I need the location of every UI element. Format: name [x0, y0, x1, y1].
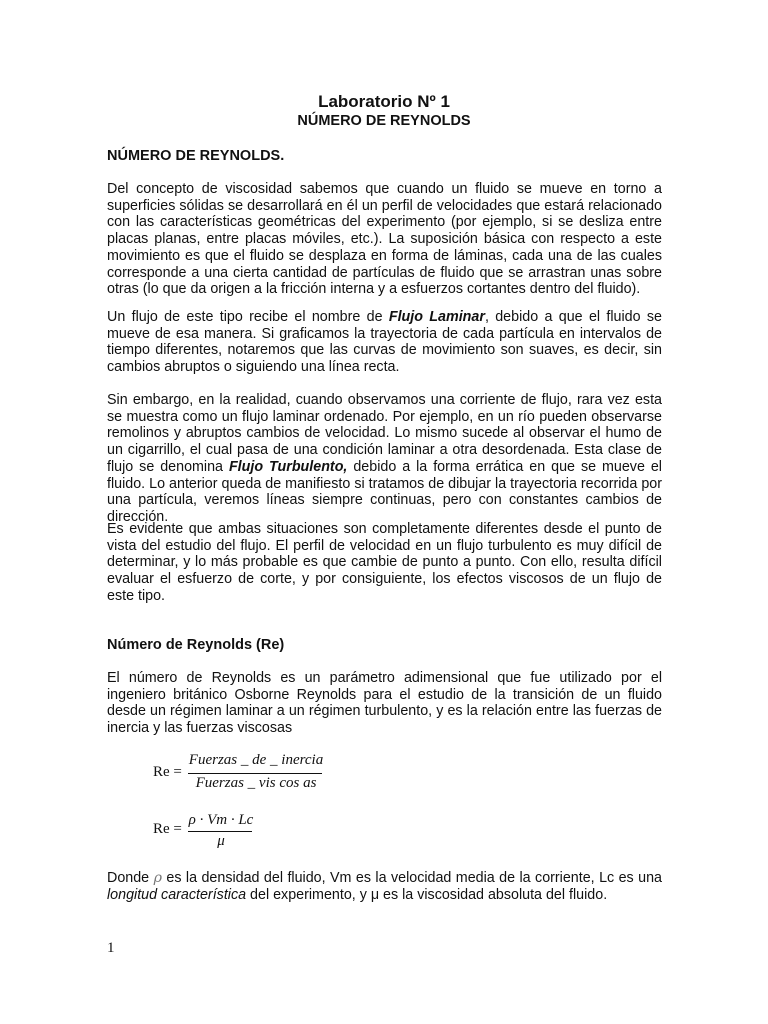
term-flujo-turbulento: Flujo Turbulento, [228, 458, 348, 475]
paragraph-laminar-text-a: Un flujo de este tipo recibe el nombre de [107, 309, 389, 325]
equation-1-fraction-bar [188, 773, 322, 774]
paragraph-variables [107, 870, 662, 903]
rho-symbol: ρ [153, 870, 162, 886]
paragraph-viscosity: Del concepto de viscosidad sabemos que cuando un fluido se mueve en torno a superficies sólidas se desarrollará en él un perfil de velocidades que estará relacionado con las características geométricas del experimento (por ejemplo, si se desliza entre placas planas, entre placas móviles, etc.). La suposición básica con respecto a este movimiento es que el fluido se desplaza en forma de láminas, cada una de las cuales corresponde a una cierta cantidad de partículas de fluido que se arrastran unas sobre otras (lo que da origen a la fricción interna y a esfuerzos cortantes dentro del fluido). [107, 181, 662, 298]
equation-2-denominator: μ [217, 833, 225, 849]
paragraph-laminar-text-c: , debido a que el fluido se mueve de esa manera. Si graficamos la trayectoria de cada partícula en intervalos de tiempo diferentes, notaremos que las curvas de movimiento son suaves, es decir, sin cambios abruptos o siguiendo una línea recta. [107, 309, 662, 376]
term-longitud-caracteristica: longitud característica [107, 886, 247, 903]
equation-2-fraction-bar [188, 831, 252, 832]
paragraph-turbulent-text-c: debido a la forma errática en que se mueve el fluido. Lo anterior queda de manifiesto si tratamos de dibujar la trayectoria recorrida por una partícula, veremos líneas siempre continuas, pero con constantes cambios de dirección. [107, 458, 662, 525]
equation-1-numerator: Fuerzas _ de _ inercia [188, 752, 324, 768]
paragraph-variables-text-a: Donde [107, 870, 154, 886]
equation-1-label: Re = [153, 764, 182, 780]
document-subtitle: NÚMERO DE REYNOLDS [297, 113, 471, 129]
equation-2-label: Re = [153, 821, 182, 837]
document-title: Laboratorio Nº 1 [318, 92, 450, 111]
paragraph-variables-text-b: es la densidad del fluido, Vm es la velocidad media de la corriente, Lc es una [161, 870, 662, 886]
paragraph-reynolds-definition: El número de Reynolds es un parámetro adimensional que fue utilizado por el ingeniero británico Osborne Reynolds para el estudio de la transición de un fluido desde un régimen laminar a un régimen turbulento, y es la relación entre las fuerzas de inercia y las fuerzas viscosas [107, 670, 662, 737]
paragraph-comparison: Es evidente que ambas situaciones son completamente diferentes desde el punto de vista del estudio del flujo. El perfil de velocidad en un flujo turbulento es muy difícil de determinar, y lo más probable es que cambie de punto a punto. Con ello, resulta difícil evaluar el esfuerzo de corte, y por consiguiente, los efectos viscosos de un flujo de este tipo. [107, 521, 662, 604]
equation-2-numerator: ρ · Vm · Lc [188, 812, 254, 828]
paragraph-laminar-flow [107, 309, 662, 376]
section-heading-reynolds: NÚMERO DE REYNOLDS. [107, 148, 285, 164]
paragraph-turbulent-text-a: Sin embargo, en la realidad, cuando observamos una corriente de flujo, rara vez esta se muestra como un flujo laminar ordenado. Por ejemplo, en un río pueden observarse remolinos y abruptos cambios de velocidad. Lo mismo sucede al observar el humo de un cigarrillo, el cual pasa de una condición laminar a otra desordenada. Esta clase de flujo se denomina [107, 392, 662, 475]
paragraph-turbulent-flow [107, 392, 662, 526]
paragraph-variables-text-d: del experimento, y μ es la viscosidad absoluta del fluido. [246, 886, 608, 903]
page-number: 1 [107, 940, 115, 956]
term-flujo-laminar: Flujo Laminar [388, 309, 485, 325]
section-heading-reynolds-re: Número de Reynolds (Re) [107, 637, 285, 653]
equation-1-denominator: Fuerzas _ vis cos as [195, 775, 317, 791]
